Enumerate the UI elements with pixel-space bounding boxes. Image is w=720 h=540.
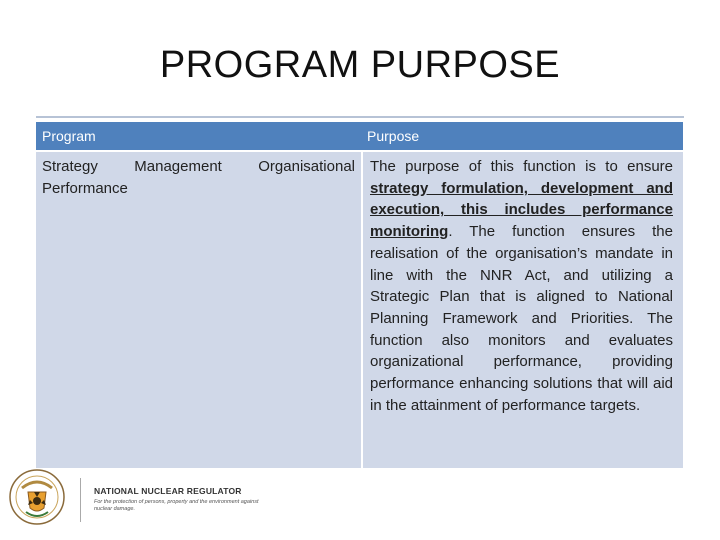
nnr-seal-logo xyxy=(8,468,66,526)
purpose-table xyxy=(36,122,683,468)
purpose-cell xyxy=(363,152,683,468)
program-name-line1: Strategy Management Organisational xyxy=(42,158,355,175)
purpose-text-intro: The purpose of this function is to ensure xyxy=(370,158,673,175)
table-row xyxy=(36,152,683,468)
header-program: Program xyxy=(42,128,96,144)
table-header-row xyxy=(36,122,683,150)
org-name: NATIONAL NUCLEAR REGULATOR xyxy=(94,486,242,496)
program-name-line2: Performance xyxy=(42,179,128,197)
slide-title: PROGRAM PURPOSE xyxy=(159,44,561,86)
purpose-text-rest: . The function ensures the realisation of the organisation’s mandate in line with the NNR Act, and utilizing a Strategic Plan that is aligned to National Planning Framework and Priorities. The function also monitors and evaluates organizational performance, providing performance enhancing solutions that will aid in the attainment of performance targets. xyxy=(370,223,673,414)
footer-logo-block xyxy=(0,462,300,532)
title-divider xyxy=(36,116,684,118)
purpose-text-emphasis: strategy formulation, development and execution, this includes performance monitoring xyxy=(370,179,673,241)
footer-divider xyxy=(80,478,81,522)
org-tagline: For the protection of persons, property and the environment against nuclear damage. xyxy=(94,499,259,512)
program-cell xyxy=(36,152,361,468)
header-purpose: Purpose xyxy=(367,128,420,144)
